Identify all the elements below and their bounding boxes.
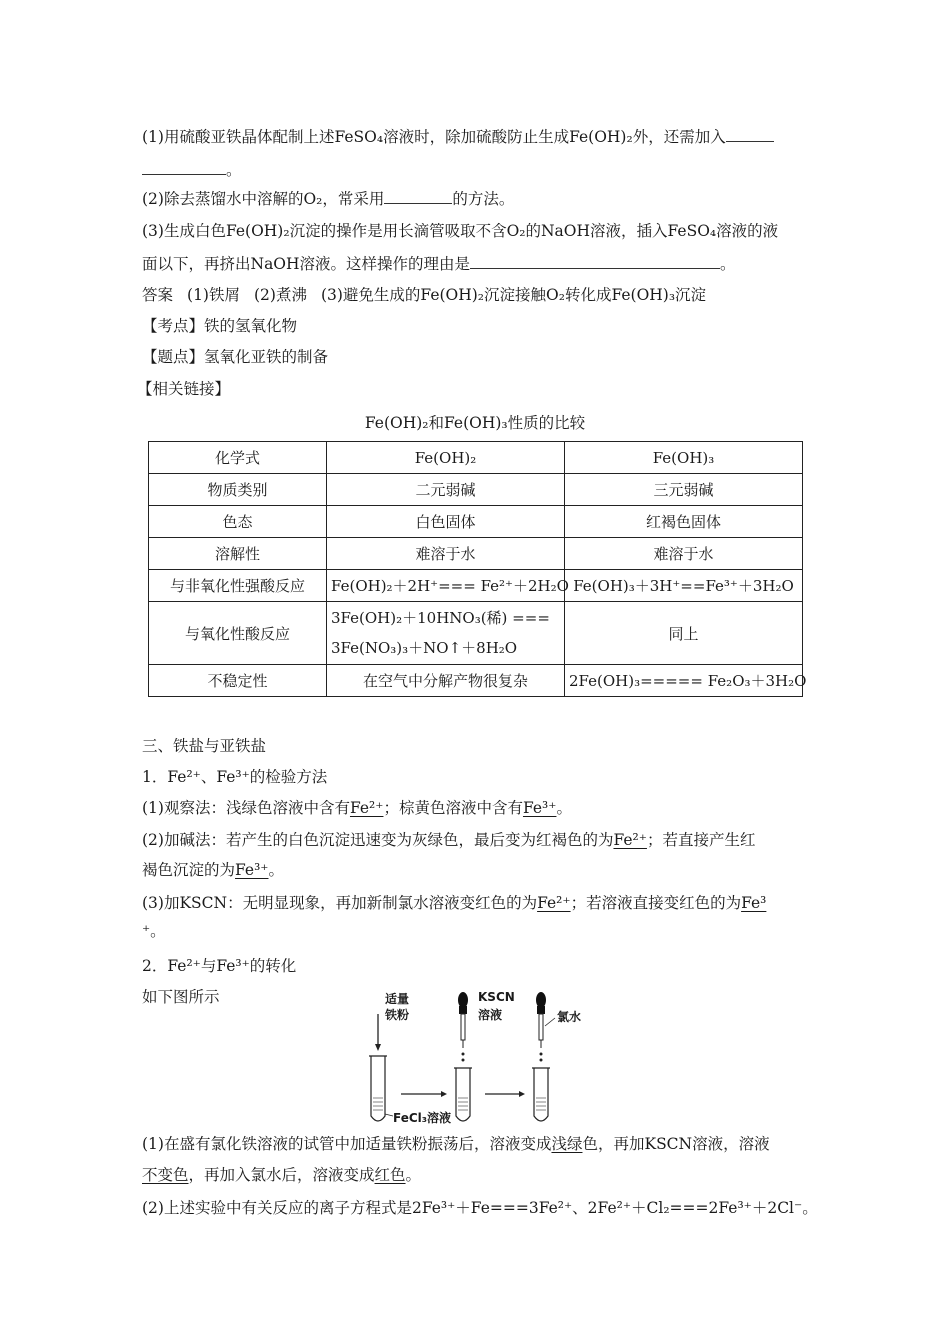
question-3-post: 。: [720, 255, 736, 273]
text-span: (2)加碱法：若产生的白色沉淀迅速变为灰绿色，最后变为红褐色的为: [142, 831, 614, 849]
question-3-pre: 面以下，再挤出NaOH溶液。这样操作的理由是: [142, 255, 471, 273]
table-row: [149, 538, 803, 570]
question-3-line1: (3)生成白色Fe(OH)₂沉淀的操作是用长滴管吸取不含O₂的NaOH溶液，插入FeSO₄溶液的液: [142, 222, 779, 240]
text-span: ，再加入氯水后，溶液变成: [188, 1166, 375, 1184]
question-1-end: 。: [226, 161, 242, 179]
conversion-p1: [142, 1133, 770, 1155]
answer-blank: [726, 125, 774, 142]
label-fecl3: FeCl₃溶液: [393, 1111, 452, 1125]
underlined-answer: Fe³⁺: [522, 799, 557, 817]
underlined-answer: Fe²⁺: [349, 799, 384, 817]
conversion-p2: (2)上述实验中有关反应的离子方程式是2Fe³⁺＋Fe===3Fe²⁺、2Fe²⁺＋Cl₂===2Fe³⁺＋2Cl⁻。: [142, 1199, 818, 1217]
question-1: [142, 125, 774, 148]
table-cell: 红褐色固体: [565, 506, 803, 538]
question-1-text: (1)用硫酸亚铁晶体配制上述FeSO₄溶液时，除加硫酸防止生成Fe(OH)₂外，还需加入: [142, 128, 726, 146]
text-span: ；若直接产生红: [646, 831, 756, 849]
table-header-row: [149, 442, 803, 474]
table-cell-multiline: [327, 602, 565, 665]
experiment-figure: [363, 988, 593, 1128]
question-2: [142, 187, 514, 210]
text-span: 色，再加KSCN溶液，溶液: [582, 1135, 770, 1153]
answer-blank: [384, 187, 452, 204]
answer-1: (1)铁屑: [187, 286, 240, 304]
question-1-cont: [142, 158, 242, 181]
section-title: 三、铁盐与亚铁盐: [142, 737, 267, 755]
table-cell: 与氧化性酸反应: [149, 602, 327, 665]
table-cell: 三元弱碱: [565, 474, 803, 506]
table-cell: 白色固体: [327, 506, 565, 538]
text-span: ；棕黄色溶液中含有: [383, 799, 523, 817]
underlined-answer: Fe²⁺: [537, 894, 571, 912]
table-cell: 二元弱碱: [327, 474, 565, 506]
answer-line: [142, 284, 720, 306]
text-span: (1)在盛有氯化铁溶液的试管中加适量铁粉振荡后，溶液变成: [142, 1135, 552, 1153]
table-caption: Fe(OH)₂和Fe(OH)₃性质的比较: [364, 414, 586, 432]
table-row: [149, 506, 803, 538]
answer-3: (3)避免生成的Fe(OH)₂沉淀接触O₂转化成Fe(OH)₃沉淀: [320, 286, 707, 304]
method-kscn: [142, 892, 766, 914]
text-span: (3)加KSCN：无明显现象，再加新制氯水溶液变红色的为: [142, 894, 538, 912]
answer-label: 答案: [142, 286, 174, 304]
table-cell: Fe(OH)₂＋2H⁺=== Fe²⁺＋2H₂O: [327, 570, 565, 602]
equation-line-2: 3Fe(NO₃)₃＋NO↑＋8H₂O: [331, 639, 518, 657]
table-row: [149, 570, 803, 602]
figure-intro: 如下图所示: [142, 988, 220, 1006]
comparison-table: [148, 441, 807, 697]
method-alkali: [142, 829, 755, 851]
underlined-answer: 红色: [374, 1166, 406, 1184]
table-header-cell: Fe(OH)₂: [327, 442, 565, 474]
question-2-pre: (2)除去蒸馏水中溶解的O₂，常采用: [142, 190, 385, 208]
answer-blank: [142, 158, 226, 175]
text-span: ；若溶液直接变红色的为: [570, 894, 742, 912]
underlined-answer: Fe²⁺: [613, 831, 647, 849]
text-span: 。: [556, 799, 572, 817]
table-cell: 色态: [149, 506, 327, 538]
table-cell: 物质类别: [149, 474, 327, 506]
label-chlorine-water: 氯水: [557, 1010, 582, 1024]
question-2-post: 的方法。: [452, 190, 515, 208]
table-row: [149, 602, 803, 665]
table-row: [149, 665, 803, 697]
text-span: 褐色沉淀的为: [142, 861, 236, 879]
table-row: [149, 474, 803, 506]
table-cell: 2Fe(OH)₃===== Fe₂O₃＋3H₂O: [565, 665, 803, 697]
related-link-heading: 【相关链接】: [137, 380, 231, 398]
conversion-p1-cont: [142, 1164, 421, 1186]
table-cell: 难溶于水: [565, 538, 803, 570]
text-span: 。: [268, 861, 285, 879]
table-cell: 溶解性: [149, 538, 327, 570]
method-observe: [142, 797, 572, 819]
question-3-line2: [142, 252, 736, 275]
label-kscn-1: KSCN: [478, 990, 515, 1004]
answer-2: (2)煮沸: [253, 286, 307, 304]
table-header-cell: Fe(OH)₃: [565, 442, 803, 474]
table-cell: 同上: [565, 602, 803, 665]
label-iron-1: 适量: [385, 992, 410, 1006]
label-iron-2: 铁粉: [385, 1008, 410, 1022]
method-kscn-cont: ⁺。: [142, 922, 166, 940]
table-header-cell: 化学式: [149, 442, 327, 474]
equation-line-1: 3Fe(OH)₂＋10HNO₃(稀) ===: [331, 609, 550, 627]
answer-blank: [470, 252, 720, 269]
subsection-2-title: 2．Fe²⁺与Fe³⁺的转化: [142, 957, 297, 975]
table-cell: 难溶于水: [327, 538, 565, 570]
text-span: (1)观察法：浅绿色溶液中含有: [142, 799, 350, 817]
tidian: 【题点】氢氧化亚铁的制备: [142, 348, 329, 366]
table-cell: 在空气中分解产物很复杂: [327, 665, 565, 697]
table-cell: 与非氧化性强酸反应: [149, 570, 327, 602]
table-cell: 不稳定性: [149, 665, 327, 697]
underlined-answer: Fe³⁺: [235, 861, 269, 879]
text-span: 。: [405, 1166, 422, 1184]
table-cell: Fe(OH)₃＋3H⁺==Fe³⁺＋3H₂O: [565, 570, 803, 602]
underlined-answer: 浅绿: [551, 1135, 583, 1153]
subsection-1-title: 1．Fe²⁺、Fe³⁺的检验方法: [142, 768, 328, 786]
method-alkali-cont: [142, 859, 284, 881]
kaodian: 【考点】铁的氢氧化物: [142, 317, 298, 335]
underlined-answer: 不变色: [142, 1166, 189, 1184]
label-kscn-2: 溶液: [478, 1008, 503, 1022]
underlined-answer: Fe³: [741, 894, 767, 912]
